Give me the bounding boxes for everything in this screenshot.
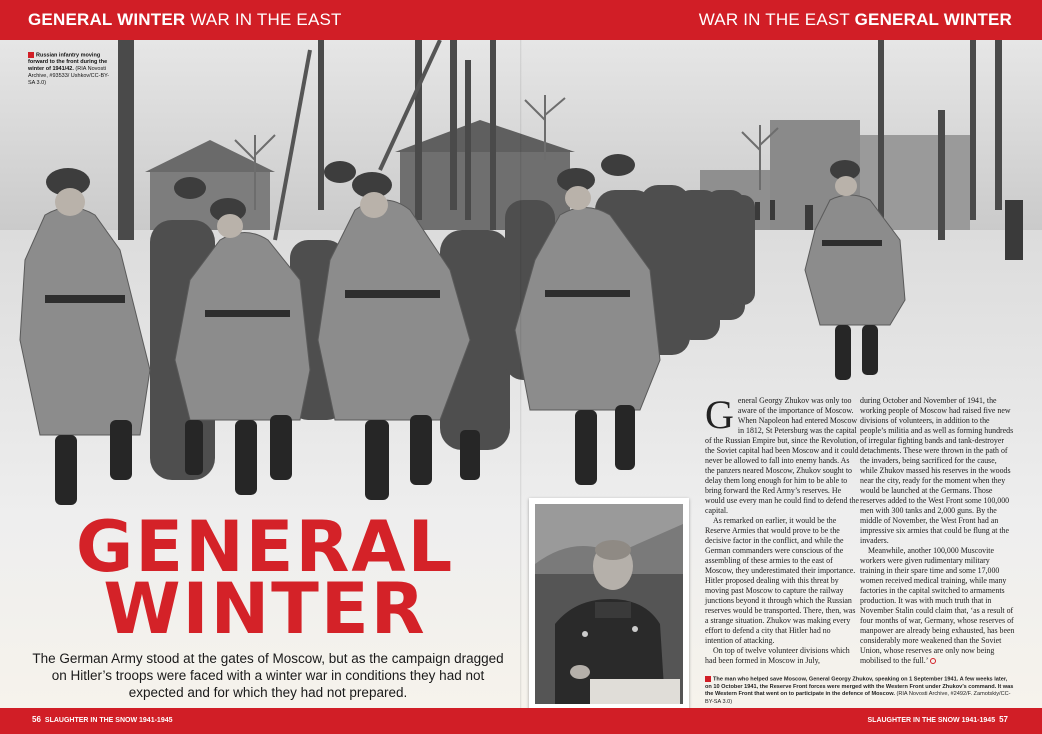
header-left-thin: WAR IN THE EAST	[185, 10, 342, 29]
header-right-thin: WAR IN THE EAST	[698, 10, 855, 29]
page-number-right: 57	[999, 715, 1008, 724]
body-paragraph: As remarked on earlier, it would be the Reserve Armies that would prove to be the decisive factor in the conflict, and while the German commanders were conscious of the assembling of these armies to the east of Moscow, they underestimated their importance. Hitler proposed dealing with this threat by moving past Moscow to capture the railway junctions beyond it through which the Russian reserves would be transported. There, then, was a strange situation. Zhukov was making every effort to defend a city that Hitler had no intention of attacking.	[705, 516, 856, 645]
inset-caption-text: The man who helped save Moscow, General Georgy Zhukov, speaking on 1 September 1941. A few weeks later, on 10 October 1941, the Reserve Front forces were merged with the Western Front under Zhukov’s command. It was the Western Front that went on to participate in the defence of Moscow.	[705, 676, 1014, 698]
footer-right-title: SLAUGHTER IN THE SNOW 1941-1945	[867, 717, 996, 724]
body-paragraph	[705, 392, 860, 516]
footer-left	[28, 715, 173, 724]
caption-marker-icon	[705, 676, 711, 682]
body-paragraph: during October and November of 1941, the working people of Moscow had raised five new divisions of volunteers, in addition to the people’s militia and as well as forming hundreds of irregular fighting bands and tank-destroyer detachments. These were thrown in the path of the invaders, being sacrificed for the cause, while Zhukov massed his reserves in the woods near the city, ready for the moment when they would be launched at the Germans. Those reserves added to the West Front some 100,000 men with 300 tanks and 2,000 guns. By the middle of November, the West Front had an impressive six armies that could be flung at the invaders.	[860, 396, 1014, 545]
paragraph-text: Meanwhile, another 100,000 Muscovite workers were given rudimentary military training in their spare time and some 17,000 women received medical training, while many factories in the capital switched to armaments production. It was with much truth that in November Stalin could claim that, ‘as a result of four months of war, Germany, whose reserves of manpower are already being exhausted, has been considerably more weakened than the Soviet Union, whose reserves are only now being mobilised to the full.’	[860, 546, 1015, 665]
headline-line-1: GENERAL	[75, 506, 455, 588]
body-column-2	[860, 396, 1015, 666]
inset-photo-frame	[529, 498, 689, 710]
end-mark-icon	[930, 658, 936, 664]
header-right	[699, 10, 1012, 30]
header-bar	[0, 0, 1042, 40]
article-headline	[50, 506, 480, 650]
header-left-bold: GENERAL WINTER	[28, 10, 186, 29]
footer-right	[868, 715, 1013, 724]
photo-caption-text: Russian infantry moving forward to the front during the winter of 1941/42.	[28, 52, 108, 73]
body-column-1	[705, 392, 860, 666]
standfirst: The German Army stood at the gates of Moscow, but as the campaign dragged on Hitler’s troops were faced with a winter war in conditions they had not expected and for which they had not prepared.	[32, 651, 504, 700]
body-paragraph: On top of twelve volunteer divisions which had been formed in Moscow in July,	[705, 646, 850, 665]
headline-line-2: WINTER	[103, 568, 427, 650]
inset-caption-credit: (RIA Novosti Archive, #2492/F. Zamotskiy/CC-BY-SA 3.0)	[705, 691, 1011, 705]
body-paragraph	[860, 546, 1015, 666]
page-number-left: 56	[32, 715, 41, 724]
footer-bar	[0, 708, 1042, 734]
header-left	[28, 10, 342, 30]
photo-caption-credit: (RIA Novosti Archive, #93533/ Ushkov/CC-BY-SA 3.0)	[28, 66, 110, 87]
header-right-bold: GENERAL WINTER	[854, 10, 1012, 29]
paragraph-text: eneral Georgy Zhukov was only too aware of the importance of Moscow. When Napoleon had entered Moscow in 1812, St Petersburg was the capital of the Russian Empire but, since the Revolution, the Soviet capital had been Moscow and it could never be allowed to fall into enemy hands. As the panzers neared Moscow, Zhukov sought to delay them long enough for him to be able to bring forward the Red Army’s reserves. He would use every man he could find to defend the capital.	[705, 396, 860, 515]
page-gutter	[520, 40, 522, 708]
inset-caption	[705, 676, 1015, 706]
photo-caption	[28, 52, 116, 87]
footer-left-title: SLAUGHTER IN THE SNOW 1941-1945	[44, 717, 173, 724]
zhukov-portrait	[535, 504, 683, 704]
drop-cap: G	[705, 392, 734, 437]
caption-marker-icon	[28, 52, 34, 58]
